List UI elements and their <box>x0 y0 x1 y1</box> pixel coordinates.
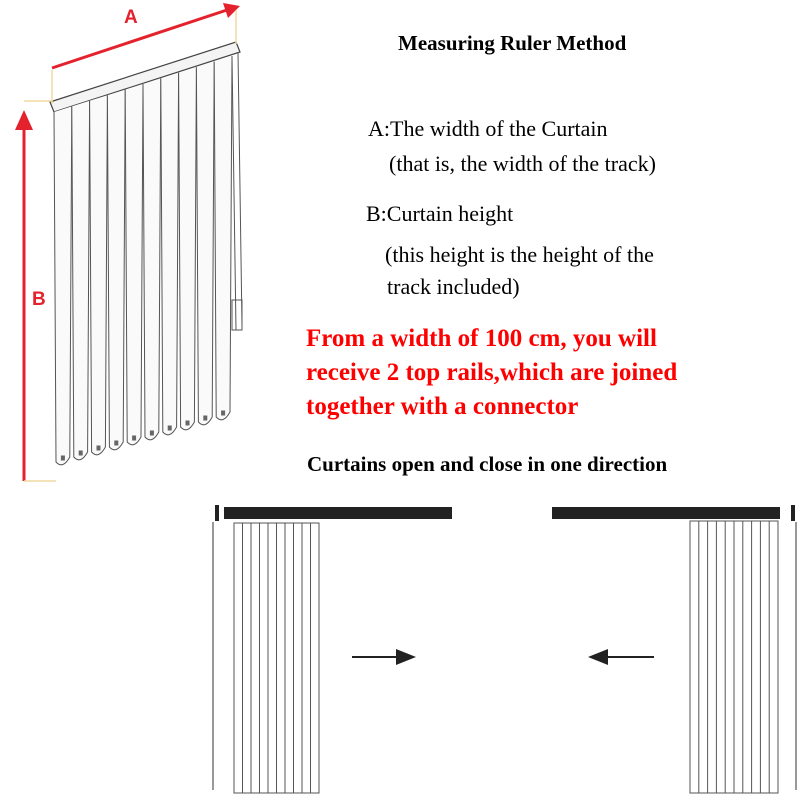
connector-notice-line3: together with a connector <box>306 393 579 420</box>
right-slat-group <box>699 521 769 793</box>
blind-slat <box>214 56 232 420</box>
slat-weight <box>203 416 207 421</box>
height-definition-line1: B:Curtain height <box>366 201 514 226</box>
blind-slat <box>125 84 143 445</box>
left-pointing-arrow <box>588 649 654 665</box>
vertical-blind-illustration <box>50 42 242 465</box>
right-closing-diagram <box>552 505 796 793</box>
height-definition-line3: track included) <box>387 274 520 299</box>
connector-notice <box>306 322 677 424</box>
right-pointing-arrow <box>352 649 416 665</box>
connector-notice-line1: From a width of 100 cm, you will <box>306 325 657 352</box>
left-track <box>224 507 452 519</box>
width-definition-line1: A:The width of the Curtain <box>368 116 608 141</box>
left-slat-group <box>243 523 311 793</box>
control-cord <box>232 56 236 330</box>
blind-slat <box>179 67 197 430</box>
blind-slat <box>143 78 161 439</box>
slat-weight <box>114 441 118 446</box>
slat-weight <box>150 431 154 436</box>
dimension-label-b: B <box>32 289 46 310</box>
slat-weight <box>132 436 136 441</box>
left-wall-post <box>215 505 219 521</box>
right-wall-post <box>791 505 795 521</box>
slat-weight <box>168 426 172 431</box>
blind-slat <box>54 106 72 464</box>
cord-weight <box>232 300 242 330</box>
slat-weight <box>79 451 83 456</box>
blind-slat <box>107 90 125 450</box>
blind-slat <box>196 62 214 425</box>
blind-slat <box>72 101 90 460</box>
slat-weight <box>221 411 225 416</box>
dimension-label-a: A <box>124 7 138 28</box>
blind-slat <box>90 95 108 455</box>
direction-heading: Curtains open and close in one direction <box>307 452 668 476</box>
slat-weight <box>61 456 65 461</box>
slat-weight <box>186 421 190 426</box>
width-definition-line2: (that is, the width of the track) <box>389 151 656 176</box>
connector-notice-line2: receive 2 top rails,which are joined <box>306 359 678 386</box>
right-track <box>552 507 780 519</box>
height-definition-line2: (this height is the height of the <box>385 242 654 267</box>
left-closing-diagram <box>213 505 452 793</box>
blind-slat <box>161 73 179 435</box>
diagram-title: Measuring Ruler Method <box>398 31 627 55</box>
slat-weight <box>97 446 101 451</box>
control-chain <box>238 52 242 326</box>
